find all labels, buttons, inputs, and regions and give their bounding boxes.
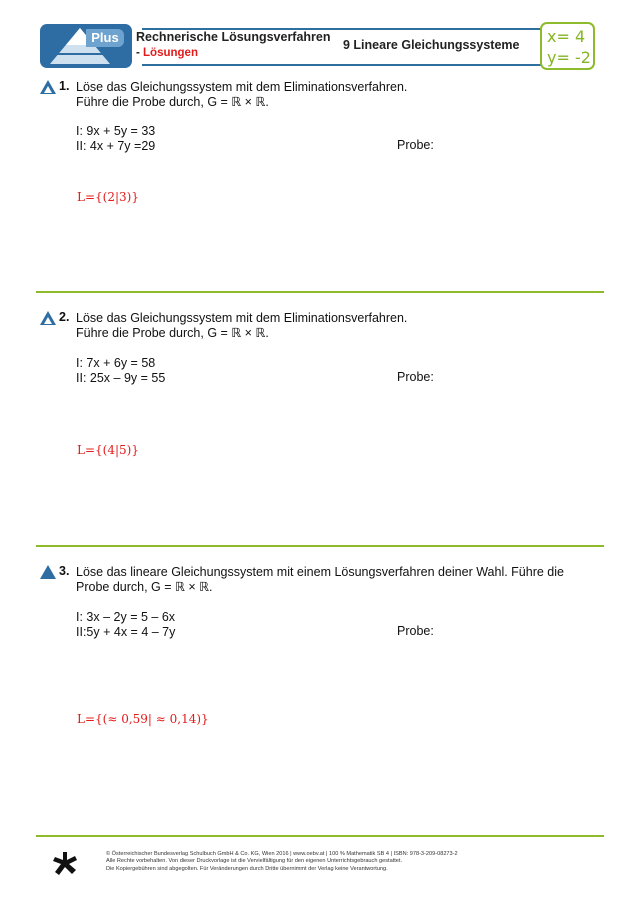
page-title: Rechnerische Lösungsverfahren [136, 30, 331, 44]
stamp-line-2: y= -2 [547, 48, 591, 67]
probe-label: Probe: [397, 624, 434, 638]
task-instruction-line-1: Löse das Gleichungssystem mit dem Eliminationsverfahren. [76, 80, 408, 94]
task-instruction-line-1: Löse das lineare Gleichungssystem mit einem Lösungsverfahren deiner Wahl. Führe die [76, 565, 564, 579]
publisher-logo-icon [52, 852, 78, 876]
equation-2: II: 4x + 7y =29 [76, 139, 156, 153]
footer-legal [106, 851, 458, 873]
solution-stamp [540, 22, 595, 70]
chapter-title: 9 Lineare Gleichungssysteme [343, 38, 520, 52]
probe-label: Probe: [397, 138, 434, 152]
section-divider [36, 291, 604, 293]
task-number: 3. [59, 564, 70, 578]
solution-set: L={(≈ 0,59| ≈ 0,14)} [77, 712, 209, 726]
difficulty-triangle-icon [40, 311, 56, 325]
task-instruction-line-2: Führe die Probe durch, G = ℝ × ℝ. [76, 326, 269, 340]
page-subtitle [136, 47, 198, 59]
equation-2: II: 25x – 9y = 55 [76, 371, 166, 385]
section-divider [36, 545, 604, 547]
task-instruction-line-2: Probe durch, G = ℝ × ℝ. [76, 580, 213, 594]
solution-set: L={(2|3)} [77, 190, 139, 204]
equation-1: I: 3x – 2y = 5 – 6x [76, 610, 176, 624]
subtitle-prefix: - [136, 47, 144, 59]
footer-line-1: © Österreichischer Bundesverlag Schulbuch GmbH & Co. KG, Wien 2016 | www.oebv.at | 100 % Mathematik SB 4 | ISBN: 978-3-209-08273-2 [106, 851, 458, 857]
difficulty-triangle-icon [40, 565, 56, 579]
task-instruction-line-2: Führe die Probe durch, G = ℝ × ℝ. [76, 95, 269, 109]
difficulty-triangle-icon [40, 80, 56, 94]
task-instruction-line-1: Löse das Gleichungssystem mit dem Eliminationsverfahren. [76, 311, 408, 325]
equation-1: I: 7x + 6y = 58 [76, 356, 156, 370]
footer-line-3: Die Kopiergebühren sind abgegolten. Für Veränderungen durch Dritte übernimmt der Verlag keine Verantwortung. [106, 865, 388, 872]
probe-label: Probe: [397, 370, 434, 384]
footer-line-2: Alle Rechte vorbehalten. Von dieser Druckvorlage ist die Vervielfältigung für den eigenen Unterrichtsgebrauch gestattet. [106, 858, 403, 865]
equation-2: II:5y + 4x = 4 – 7y [76, 625, 176, 639]
plus-logo-label: Plus [86, 29, 124, 47]
solution-set: L={(4|5)} [77, 443, 139, 457]
solutions-label: Lösungen [143, 47, 198, 59]
section-divider [36, 835, 604, 837]
task-number: 2. [59, 310, 70, 324]
equation-1: I: 9x + 5y = 33 [76, 124, 156, 138]
task-number: 1. [59, 79, 70, 93]
stamp-line-1: x= 4 [547, 27, 586, 46]
